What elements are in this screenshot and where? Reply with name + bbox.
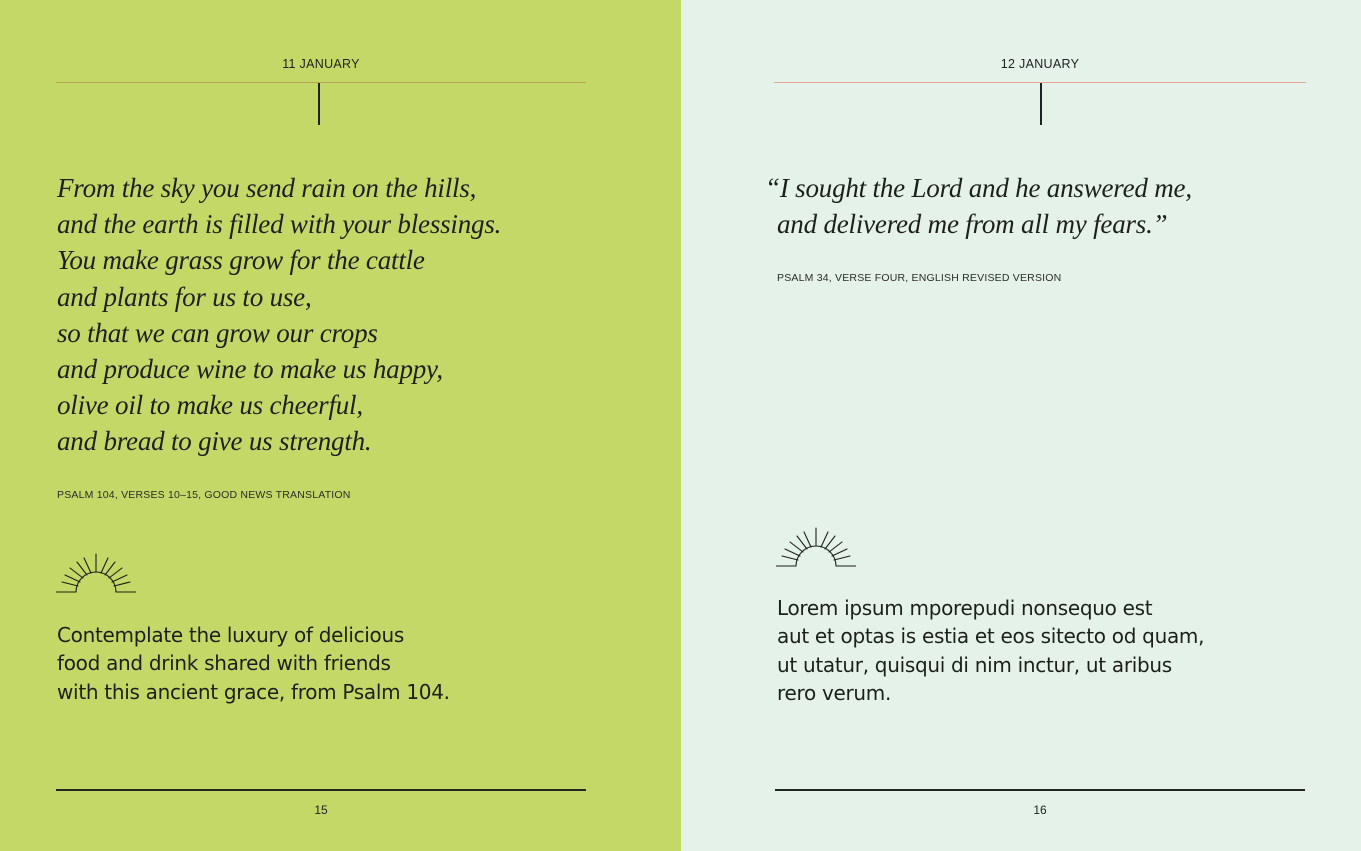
scripture-line: and bread to give us strength. — [57, 426, 372, 457]
right-page — [681, 0, 1361, 851]
scripture-quote — [765, 170, 1192, 242]
reflection-text — [57, 621, 450, 706]
header-rule — [56, 82, 586, 83]
reflection-line: Lorem ipsum mporepudi nonsequo est — [777, 596, 1153, 620]
scripture-citation: PSALM 104, VERSES 10–15, GOOD NEWS TRANSLATION — [57, 489, 351, 501]
scripture-line: You make grass grow for the cattle — [57, 245, 425, 276]
scripture-citation: PSALM 34, VERSE FOUR, ENGLISH REVISED VERSION — [777, 272, 1062, 284]
reflection-line: rero verum. — [777, 680, 892, 705]
reflection-line: Contemplate the luxury of delicious — [57, 623, 404, 647]
reflection-line: food and drink shared with friends — [57, 651, 391, 676]
rising-sun-icon — [56, 552, 136, 594]
reflection-line: with this ancient grace, from Psalm 104. — [57, 679, 450, 704]
page-number: 15 — [314, 803, 328, 817]
footer-rule — [775, 789, 1305, 791]
scripture-line: olive oil to make us cheerful, — [57, 390, 363, 421]
scripture-line: and plants for us to use, — [57, 281, 312, 312]
scripture-line: so that we can grow our crops — [57, 317, 378, 348]
rising-sun-icon — [776, 526, 856, 568]
scripture-line: and the earth is filled with your blessings. — [57, 209, 502, 240]
reflection-text — [777, 594, 1204, 707]
scripture-line: and delivered me from all my fears.” — [777, 209, 1168, 240]
header-tick — [1040, 83, 1042, 125]
date-header: 12 JANUARY — [1000, 57, 1080, 71]
page-number: 16 — [1033, 803, 1047, 817]
date-header: 11 JANUARY — [282, 57, 360, 71]
reflection-line: ut utatur, quisqui di nim inctur, ut aribus — [777, 652, 1172, 677]
reflection-line: aut et optas is estia et eos sitecto od quam, — [777, 624, 1205, 649]
scripture-passage — [57, 170, 501, 460]
scripture-line: “I sought the Lord and he answered me, — [765, 173, 1192, 203]
scripture-line: From the sky you send rain on the hills, — [57, 173, 477, 203]
scripture-line: and produce wine to make us happy, — [57, 354, 443, 385]
header-tick — [318, 83, 320, 125]
footer-rule — [56, 789, 586, 791]
